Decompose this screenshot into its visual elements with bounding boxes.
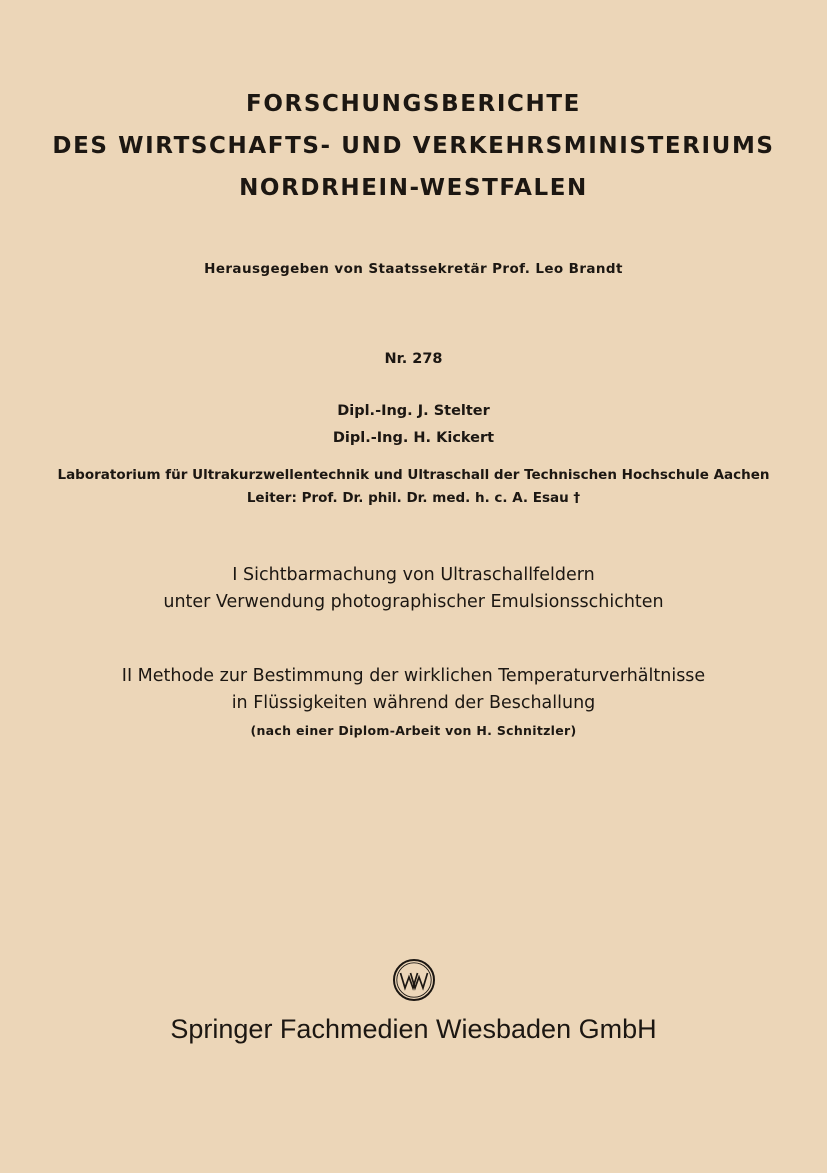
- springer-ww-logo-icon: [392, 958, 436, 1002]
- institution-leader: Leiter: Prof. Dr. phil. Dr. med. h. c. A. Esau †: [246, 490, 581, 506]
- series-title-line-2: DES WIRTSCHAFTS- UND VERKEHRSMINISTERIUMS: [52, 133, 775, 159]
- title-part2-note: (nach einer Diplom-Arbeit von H. Schnitzler): [250, 723, 577, 738]
- editor-line: Herausgegeben von Staatssekretär Prof. Leo Brandt: [204, 261, 623, 277]
- series-title-line-1: FORSCHUNGSBERICHTE: [246, 91, 581, 117]
- author-1: Dipl.-Ing. J. Stelter: [337, 403, 490, 419]
- title-part2-line-2: in Flüssigkeiten während der Beschallung: [231, 693, 596, 713]
- institution-lab: Laboratorium für Ultrakurzwellentechnik und Ultraschall der Technischen Hochschule Aachen: [57, 467, 770, 483]
- publisher-name: Springer Fachmedien Wiesbaden GmbH: [170, 1014, 657, 1044]
- title-part1-line-1: I Sichtbarmachung von Ultraschallfeldern: [232, 565, 595, 585]
- report-number: Nr. 278: [384, 351, 443, 367]
- title-part1-line-2: unter Verwendung photographischer Emulsionsschichten: [163, 592, 664, 612]
- author-2: Dipl.-Ing. H. Kickert: [332, 430, 495, 446]
- title-part2-line-1: II Methode zur Bestimmung der wirklichen Temperaturverhältnisse: [121, 666, 706, 686]
- series-title-line-3: NORDRHEIN-WESTFALEN: [239, 175, 588, 201]
